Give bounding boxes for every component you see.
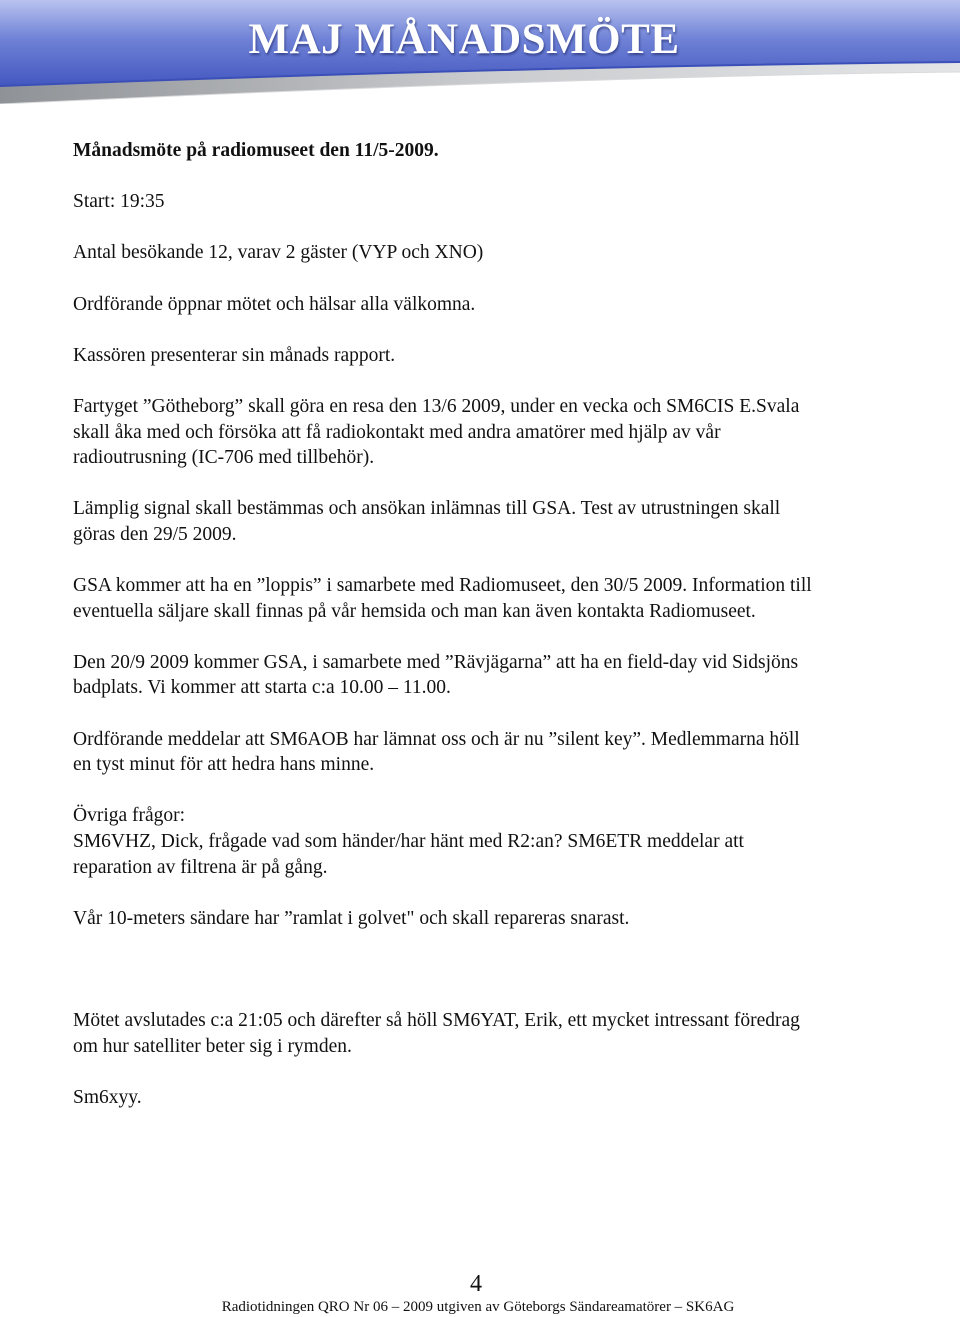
text-line: eventuella säljare skall finnas på vår hemsida och man kan även kontakta Radiomuseet. xyxy=(73,600,756,622)
text-line: Ordförande meddelar att SM6AOB har lämnat oss och är nu ”silent key”. Medlemmarna höll xyxy=(73,728,800,750)
chair-opening-paragraph: Ordförande öppnar mötet och hälsar alla välkomna. xyxy=(73,293,476,315)
text-line: SM6VHZ, Dick, frågade vad som händer/har hänt med R2:an? SM6ETR meddelar att xyxy=(73,831,744,853)
text-line: skall åka med och försöka att få radiokontakt med andra amatörer med hjälp av vår xyxy=(73,421,721,443)
text-line: Mötet avslutades c:a 21:05 och därefter så höll SM6YAT, Erik, ett mycket intressant föredrag xyxy=(73,1010,800,1032)
text-line: Fartyget ”Götheborg” skall göra en resa den 13/6 2009, under en vecka och SM6CIS E.Svala xyxy=(73,395,800,417)
text-line: en tyst minut för att hedra hans minne. xyxy=(73,754,375,776)
page-title: MAJ MÅNADSMÖTE xyxy=(248,16,680,63)
flea-market-paragraph xyxy=(73,573,893,624)
other-questions-paragraph xyxy=(73,803,893,880)
blank-spacer xyxy=(73,957,893,983)
text-line: Övriga frågor: xyxy=(73,805,186,827)
signature: Sm6xyy. xyxy=(73,1086,142,1108)
text-line: om hur satelliter beter sig i rymden. xyxy=(73,1035,352,1057)
closing-paragraph xyxy=(73,1008,893,1059)
text-line: GSA kommer att ha en ”loppis” i samarbete med Radiomuseet, den 30/5 2009. Information till xyxy=(73,575,812,597)
page-footer: Radiotidningen QRO Nr 06 – 2009 utgiven av Göteborgs Sändareamatörer – SK6AG xyxy=(221,1299,735,1315)
silent-key-paragraph xyxy=(73,727,893,778)
treasurer-paragraph: Kassören presenterar sin månads rapport. xyxy=(73,344,396,366)
field-day-paragraph xyxy=(73,650,893,701)
text-line: Den 20/9 2009 kommer GSA, i samarbete med ”Rävjägarna” att ha en field-day vid Sidsjöns xyxy=(73,651,799,673)
attendance-paragraph: Antal besökande 12, varav 2 gäster (VYP och XNO) xyxy=(73,242,484,264)
meeting-heading: Månadsmöte på radiomuseet den 11/5-2009. xyxy=(73,140,439,161)
document-body xyxy=(73,138,893,1136)
start-time: Start: 19:35 xyxy=(73,191,165,213)
header-banner xyxy=(0,0,960,104)
text-line: göras den 29/5 2009. xyxy=(73,523,237,545)
text-line: Lämplig signal skall bestämmas och ansökan inlämnas till GSA. Test av utrustningen skall xyxy=(73,498,781,520)
text-line: reparation av filtrena är på gång. xyxy=(73,856,328,878)
ship-trip-paragraph xyxy=(73,394,893,471)
text-line: badplats. Vi kommer att starta c:a 10.00 – 11.00. xyxy=(73,677,451,699)
transmitter-paragraph: Vår 10-meters sändare har ”ramlat i golvet" och skall repareras snarast. xyxy=(73,907,630,929)
page-number: 4 xyxy=(470,1271,482,1297)
text-line: radioutrusning (IC-706 med tillbehör). xyxy=(73,447,375,469)
signal-paragraph xyxy=(73,496,893,547)
